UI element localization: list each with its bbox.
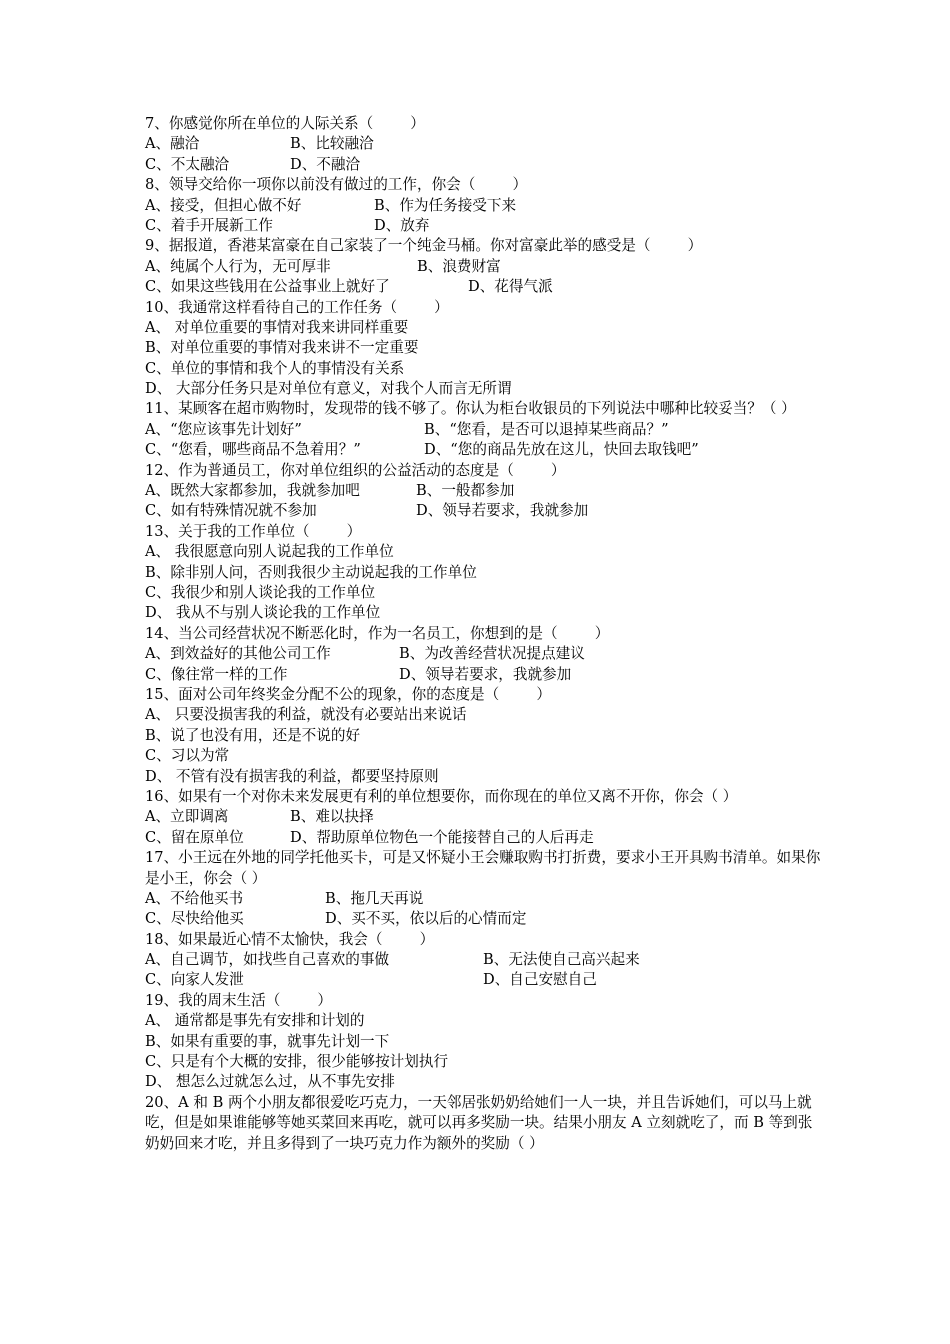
option-a: A、既然大家都参加，我就参加吧: [145, 482, 360, 500]
option-a: A、立即调离: [145, 808, 229, 826]
option-d: D、领导若要求，我就参加: [399, 665, 572, 683]
option-b: B、一般都参加: [416, 482, 515, 500]
option-a: A、 通常都是事先有安排和计划的: [145, 1012, 365, 1030]
option-b: B、拖几天再说: [325, 889, 424, 907]
options-row: [145, 828, 825, 848]
option-b: B、难以抉择: [290, 808, 374, 826]
option-b: B、对单位重要的事情对我来讲不一定重要: [145, 339, 419, 357]
option-c: C、留在原单位: [145, 828, 244, 846]
option-a: A、到效益好的其他公司工作: [145, 645, 331, 663]
option-d: D、领导若要求，我就参加: [416, 502, 589, 520]
option-c: C、不太融洽: [145, 155, 230, 173]
option-b: B、浪费财富: [417, 257, 501, 275]
option-a: A、 我很愿意向别人说起我的工作单位: [145, 543, 394, 561]
option-d: D、花得气派: [468, 278, 553, 296]
option-b: B、说了也没有用，还是不说的好: [145, 726, 361, 744]
option-b: B、除非别人问，否则我很少主动说起我的工作单位: [145, 563, 477, 581]
option-c: C、只是有个大概的安排，很少能够按计划执行: [145, 1053, 449, 1071]
options-row: [145, 807, 825, 827]
option-d: D、自己安慰自己: [483, 971, 597, 989]
option-a: A、接受，但担心做不好: [145, 196, 302, 214]
options-row: [145, 134, 825, 154]
options-row: [145, 665, 825, 685]
option-b: B、比较融洽: [290, 135, 374, 153]
option-a: A、不给他买书: [145, 889, 244, 907]
question-13: 13、关于我的工作单位（ ）: [145, 522, 362, 540]
options-row: [145, 216, 825, 236]
options-row: [145, 501, 825, 521]
option-a: A、纯属个人行为，无可厚非: [145, 257, 331, 275]
options-row: [145, 909, 825, 929]
option-c: C、尽快给他买: [145, 910, 244, 928]
option-a: A、 只要没损害我的利益，就没有必要站出来说话: [145, 706, 467, 724]
question-20: 20、A 和 B 两个小朋友都很爱吃巧克力，一天邻居张奶奶给她们一人一块，并且告诉她们，可以马上就吃，但是如果谁能够等她买菜回来再吃，就可以再多奖励一块。结果小朋友 A 立刻就吃了，而 B 等到张奶奶回来才吃，并且多得到了一块巧克力作为额外的奖励（ ）: [145, 1093, 813, 1152]
question-14: 14、当公司经营状况不断恶化时，作为一名员工，你想到的是（ ）: [145, 624, 610, 642]
option-c: C、如有特殊情况就不参加: [145, 502, 317, 520]
options-row: [145, 889, 825, 909]
option-a: A、融洽: [145, 135, 200, 153]
question-8: 8、领导交给你一项你以前没有做过的工作，你会（ ）: [145, 176, 528, 194]
options-row: [145, 420, 825, 440]
option-d: D、 想怎么过就怎么过，从不事先安排: [145, 1073, 395, 1091]
option-b: B、为改善经营状况提点建议: [399, 645, 585, 663]
option-b: B、无法使自己高兴起来: [483, 951, 640, 969]
option-d: D、“您的商品先放在这儿，快回去取钱吧”: [424, 441, 699, 459]
option-b: B、作为任务接受下来: [374, 196, 517, 214]
option-c: C、像往常一样的工作: [145, 665, 288, 683]
question-12: 12、作为普通员工，你对单位组织的公益活动的态度是（ ）: [145, 461, 566, 479]
options-row: [145, 440, 825, 460]
question-7: 7、你感觉你所在单位的人际关系（ ）: [145, 115, 425, 132]
options-row: [145, 950, 825, 970]
option-d: D、 大部分任务只是对单位有意义，对我个人而言无所谓: [145, 380, 512, 398]
option-d: D、 不管有没有损害我的利益，都要坚持原则: [145, 767, 439, 785]
document-body: [145, 114, 825, 1154]
question-15: 15、面对公司年终奖金分配不公的现象，你的态度是（ ）: [145, 685, 551, 703]
question-17: 17、小王远在外地的同学托他买卡，可是又怀疑小王会赚取购书打折费，要求小王开具购书清单。如果你是小王，你会（ ）: [145, 849, 821, 887]
option-c: C、我很少和别人谈论我的工作单位: [145, 584, 376, 601]
question-10: 10、我通常这样看待自己的工作任务（ ）: [145, 298, 449, 316]
option-d: D、不融洽: [290, 155, 361, 173]
question-19: 19、我的周末生活（ ）: [145, 991, 333, 1009]
option-c: C、单位的事情和我个人的事情没有关系: [145, 359, 405, 377]
option-c: C、“您看，哪些商品不急着用？”: [145, 441, 361, 459]
option-d: D、 我从不与别人谈论我的工作单位: [145, 604, 381, 622]
option-a: A、“您应该事先计划好”: [145, 420, 302, 438]
options-row: [145, 481, 825, 501]
option-d: D、放弃: [374, 216, 430, 234]
options-row: [145, 644, 825, 664]
option-b: B、“您看，是否可以退掉某些商品？”: [424, 420, 669, 438]
options-row: [145, 155, 825, 175]
option-c: C、习以为常: [145, 747, 230, 765]
option-a: A、 对单位重要的事情对我来讲同样重要: [145, 318, 409, 336]
options-row: [145, 970, 825, 990]
question-18: 18、如果最近心情不太愉快，我会（ ）: [145, 930, 435, 948]
option-c: C、向家人发泄: [145, 971, 244, 989]
question-16: 16、如果有一个对你未来发展更有利的单位想要你，而你现在的单位又离不开你，你会（ ）: [145, 787, 738, 805]
question-11: 11、某顾客在超市购物时，发现带的钱不够了。你认为柜台收银员的下列说法中哪种比较妥当？（ ）: [145, 400, 796, 418]
option-c: C、如果这些钱用在公益事业上就好了: [145, 278, 390, 296]
option-c: C、着手开展新工作: [145, 216, 273, 234]
options-row: [145, 196, 825, 216]
option-a: A、自己调节，如找些自己喜欢的事做: [145, 951, 390, 969]
option-d: D、买不买，依以后的心情而定: [325, 910, 527, 928]
options-row: [145, 277, 825, 297]
option-b: B、如果有重要的事，就事先计划一下: [145, 1032, 390, 1050]
option-d: D、帮助原单位物色一个能接替自己的人后再走: [290, 828, 594, 846]
question-9: 9、据报道，香港某富豪在自己家装了一个纯金马桶。你对富豪此举的感受是（ ）: [145, 237, 703, 255]
options-row: [145, 257, 825, 277]
